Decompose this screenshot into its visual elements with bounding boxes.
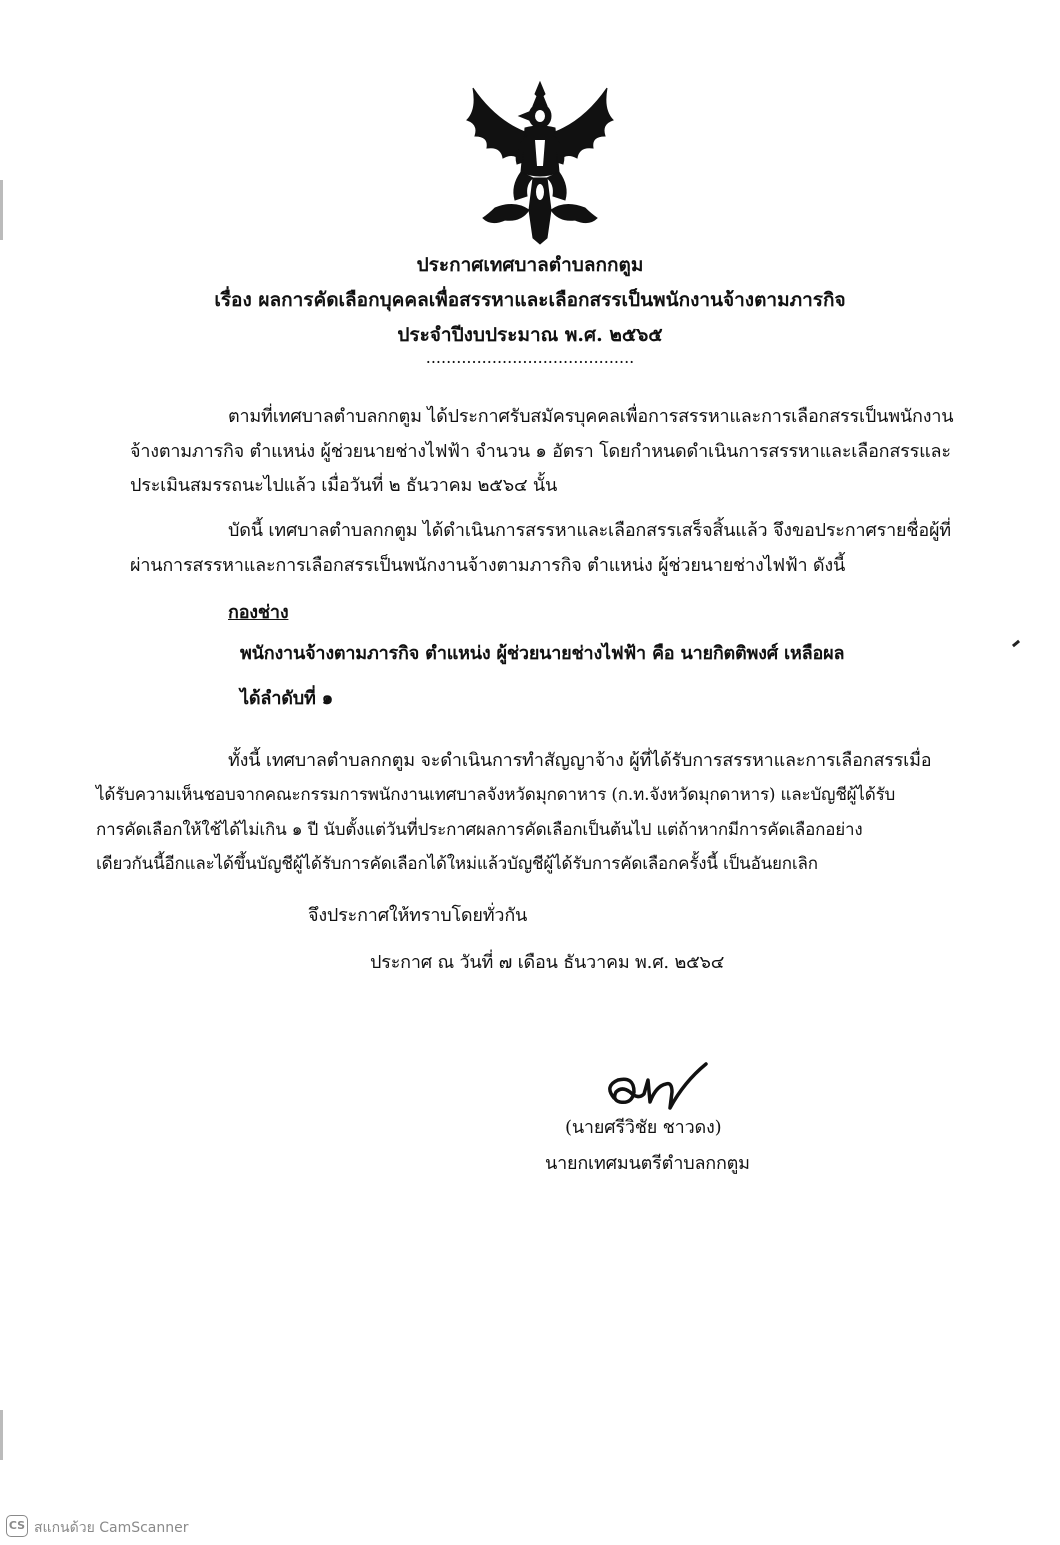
division-heading: กองช่าง <box>228 602 289 623</box>
paragraph-3-line-4: เดียวกันนี้อีกและได้ขึ้นบัญชีผู้ได้รับการคัดเลือกได้ใหม่แล้วบัญชีผู้ได้รับการคัดเลือกครั้งนี้ เป็นอันยกเลิก <box>96 854 818 874</box>
paragraph-3-line-3: การคัดเลือกให้ใช้ได้ไม่เกิน ๑ ปี นับตั้งแต่วันที่ประกาศผลการคัดเลือกเป็นต้นไป แต่ถ้าหากมีการคัดเลือกอย่าง <box>96 820 863 840</box>
scan-edge-mark <box>0 180 3 240</box>
camscanner-watermark-text: สแกนด้วย CamScanner <box>34 1520 189 1536</box>
paragraph-1-line-3: ประเมินสมรรถนะไปแล้ว เมื่อวันที่ ๒ ธันวาคม ๒๕๖๔ นั้น <box>130 475 558 496</box>
fiscal-year: ประจำปีงบประมาณ พ.ศ. ๒๕๖๕ <box>397 324 663 346</box>
paragraph-2-line-1: บัดนี้ เทศบาลตำบลกกตูม ได้ดำเนินการสรรหาและเลือกสรรเสร็จสิ้นแล้ว จึงขอประกาศรายชื่อผู้ที่ <box>228 520 951 541</box>
garuda-emblem-icon <box>455 80 625 245</box>
paragraph-1-line-1: ตามที่เทศบาลตำบลกกตูม ได้ประกาศรับสมัครบุคคลเพื่อการสรรหาและการเลือกสรรเป็นพนักงาน <box>228 406 954 427</box>
handwritten-signature <box>600 1058 710 1118</box>
camscanner-logo-icon: CS <box>6 1515 28 1537</box>
signatory-name: (นายศรีวิชัย ชาวดง) <box>565 1117 722 1138</box>
announcement-title: ประกาศเทศบาลตำบลกกตูม <box>416 254 644 276</box>
signatory-position: นายกเทศมนตรีตำบลกกตูม <box>545 1153 750 1174</box>
closing-statement: จึงประกาศให้ทราบโดยทั่วกัน <box>308 905 528 926</box>
paragraph-3-line-1: ทั้งนี้ เทศบาลตำบลกกตูม จะดำเนินการทำสัญญาจ้าง ผู้ที่ได้รับการสรรหาและการเลือกสรรเมื่อ <box>228 750 932 771</box>
paragraph-2-line-2: ผ่านการสรรหาและการเลือกสรรเป็นพนักงานจ้างตามภารกิจ ตำแหน่ง ผู้ช่วยนายช่างไฟฟ้า ดังนี้ <box>130 555 846 576</box>
announcement-date: ประกาศ ณ วันที่ ๗ เดือน ธันวาคม พ.ศ. ๒๕๖๔ <box>370 952 725 973</box>
paragraph-3-line-2: ได้รับความเห็นชอบจากคณะกรรมการพนักงานเทศบาลจังหวัดมุกดาหาร (ก.ท.จังหวัดมุกดาหาร) และบัญชีผู้ได้รับ <box>96 785 896 805</box>
division-detail-line-2: ได้ลำดับที่ ๑ <box>240 688 333 709</box>
scan-edge-mark <box>0 1410 3 1460</box>
announcement-subject: เรื่อง ผลการคัดเลือกบุคคลเพื่อสรรหาและเลือกสรรเป็นพนักงานจ้างตามภารกิจ <box>214 289 846 311</box>
paragraph-1-line-2: จ้างตามภารกิจ ตำแหน่ง ผู้ช่วยนายช่างไฟฟ้า จำนวน ๑ อัตรา โดยกำหนดดำเนินการสรรหาและเลือกสรรและ <box>130 441 951 462</box>
division-detail-line-1: พนักงานจ้างตามภารกิจ ตำแหน่ง ผู้ช่วยนายช่างไฟฟ้า คือ นายกิตติพงศ์ เหลือผล <box>240 643 845 664</box>
header-divider: ......................................... <box>425 348 635 367</box>
scan-mark <box>1012 640 1020 647</box>
